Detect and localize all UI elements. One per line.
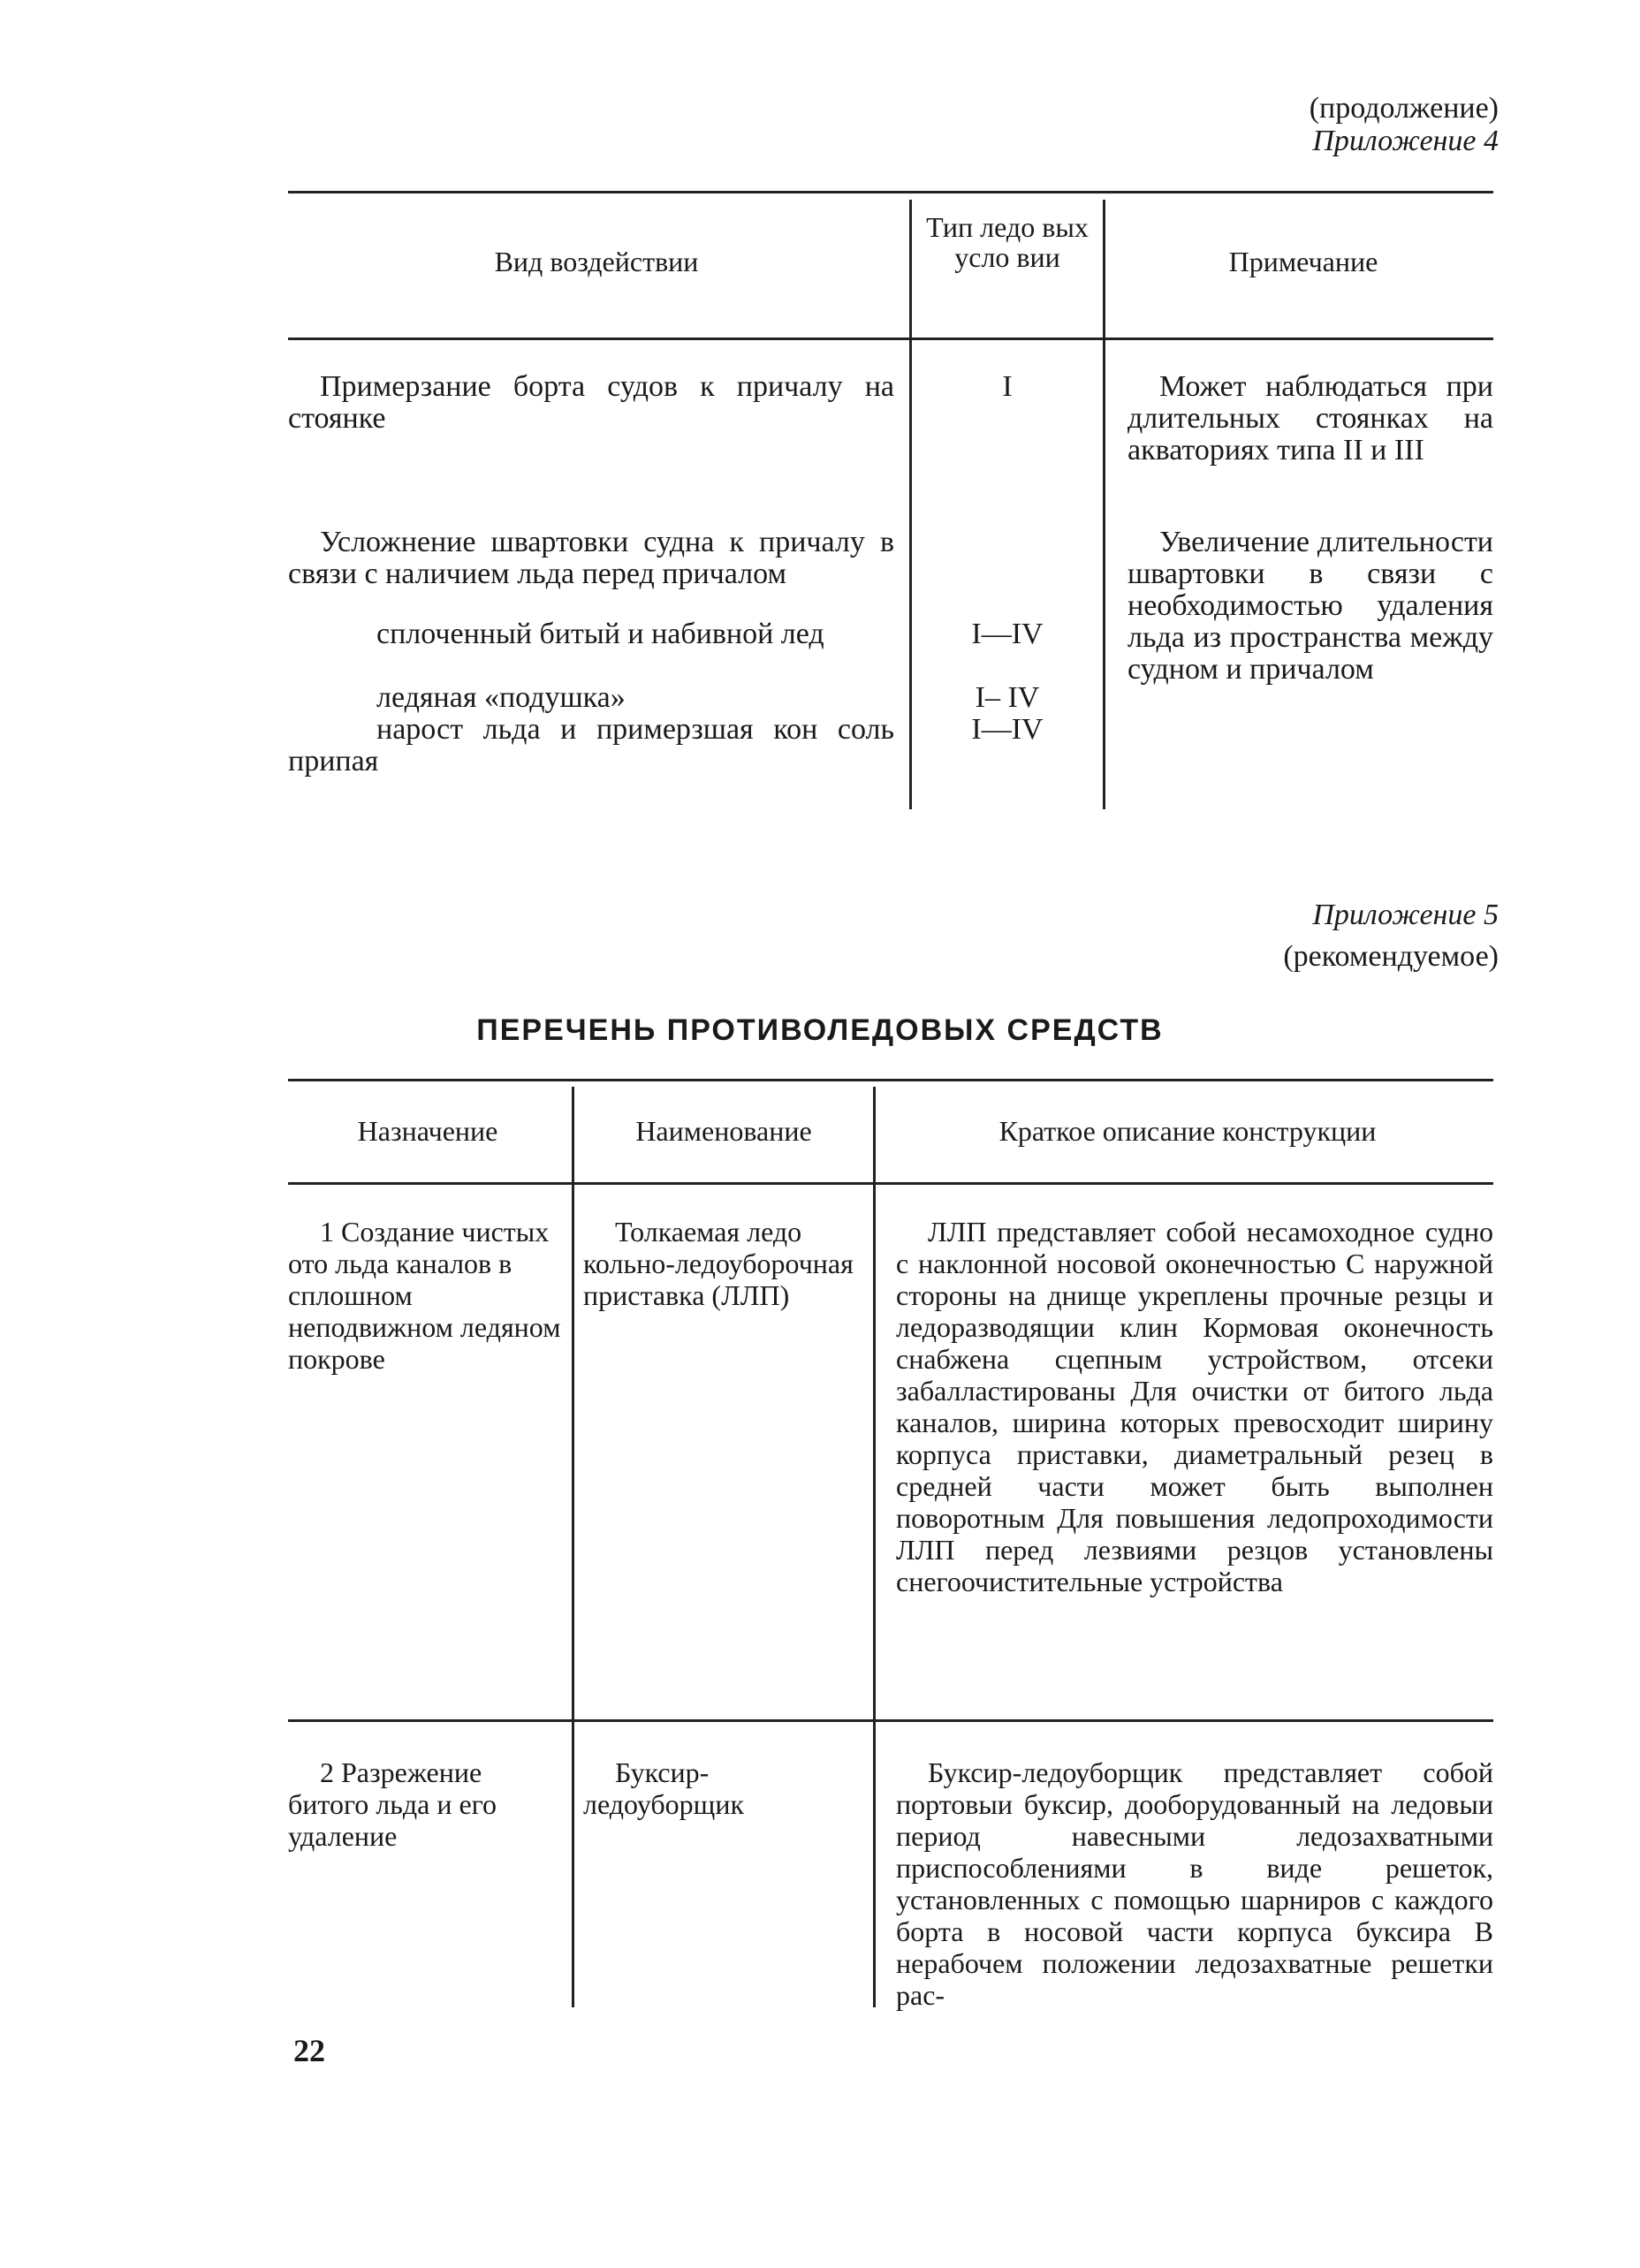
table-1-row-2-impact: Усложнение швартовки судна к причалу в связи с наличием льда перед причалом [288,526,894,590]
table-2-divider-1 [572,1087,574,2007]
table-2-row-2-name: Буксир-ледоуборщик [583,1756,744,1820]
table-1-col-impact: Вид воздействии [494,246,699,277]
table-1-row-2-sub-2: ледяная «подушка» [376,681,626,714]
table-2-header-rule [288,1182,1493,1185]
appendix-5-label: Приложение 5 [1312,899,1499,931]
page-number: 22 [293,2033,325,2068]
table-1-row-2-sub-1 [288,618,894,650]
table-1-row-2-sub-3-type: I—IV [971,713,1044,746]
table-1-row-2-sub-1-type: I—IV [971,618,1044,650]
table-1-row-2-note: Увеличение длительности швартовки в связи с необходимостью удаления льда из пространства между судном и причалом [1128,526,1493,686]
table-2-row-1-description: ЛЛП представляет собой несамоходное судно с наклонной носовой оконечностью С наружной стороны на днище укреплены прочные резцы и ледоразводящии клин Кормовая оконечность снабжена сцепным устройством, отсеки забалластированы Для очистки от битого льда каналов, ширина которых превосходит ширину корпуса приставки, диаметральный резец в средней части может быть выполнен поворотным Для повышения ледопроходимости ЛЛП перед лезвиями резцов установлены снегоочистительные устройства [896,1216,1493,1597]
table-2-divider-2 [873,1087,876,2007]
appendix-5-status: (рекомендуемое) [1283,940,1499,973]
table-1-row-2-sub-2-type: I– IV [975,681,1040,714]
table-2-row-1-name: Толкаемая ледо кольно-ледоуборочная приставка (ЛЛП) [583,1216,854,1311]
appendix-5-title: ПЕРЕЧЕНЬ ПРОТИВОЛЕДОВЫХ СРЕДСТВ [476,1013,1164,1047]
table-1-header-rule [288,338,1493,340]
table-2-row-rule [288,1719,1493,1722]
table-1-divider-2 [1103,200,1105,809]
continuation-label: (продолжение) [1309,92,1499,125]
appendix-4-label: Приложение 4 [1312,125,1499,157]
table-2-col-name: Наименование [635,1115,812,1147]
table-1-row-1-type: I [1002,370,1013,403]
table-1-row-1-impact: Примерзание борта судов к причалу на стоянке [288,370,894,435]
table-1-col-type: Тип ледо вых усло вии [926,211,1089,273]
table-2-row-2-description: Буксир-ледоуборщик представляет собой портовыи буксир, дооборудованный на ледовыи период навесными ледозахватными приспособлениями в виде решеток, установленных с помощью шарниров с каждого борта в носовой части корпуса буксира В нерабочем положении ледозахватные решетки рас- [896,1756,1493,2011]
table-1-row-2-sub-3: нарост льда и примерзшая кон соль припая [288,713,894,777]
table-2-col-purpose: Назначение [357,1115,498,1147]
table-2-top-rule [288,1079,1493,1081]
table-1-divider-1 [909,200,912,809]
table-1-top-rule [288,191,1493,193]
table-2-row-2-purpose: 2 Разрежение битого льда и его удаление [288,1756,497,1852]
table-2-col-description: Краткое описание конструкции [998,1115,1377,1147]
table-2-row-1-purpose: 1 Создание чистых ото льда каналов в сплошном неподвижном ледяном покрове [288,1216,561,1375]
table-1-row-1-note: Может наблюдаться при длительных стоянках на акваториях типа II и III [1128,370,1493,466]
sub-1-label: сплоченный битый и набивной лед [376,618,824,650]
table-1-col-note: Примечание [1228,246,1378,277]
